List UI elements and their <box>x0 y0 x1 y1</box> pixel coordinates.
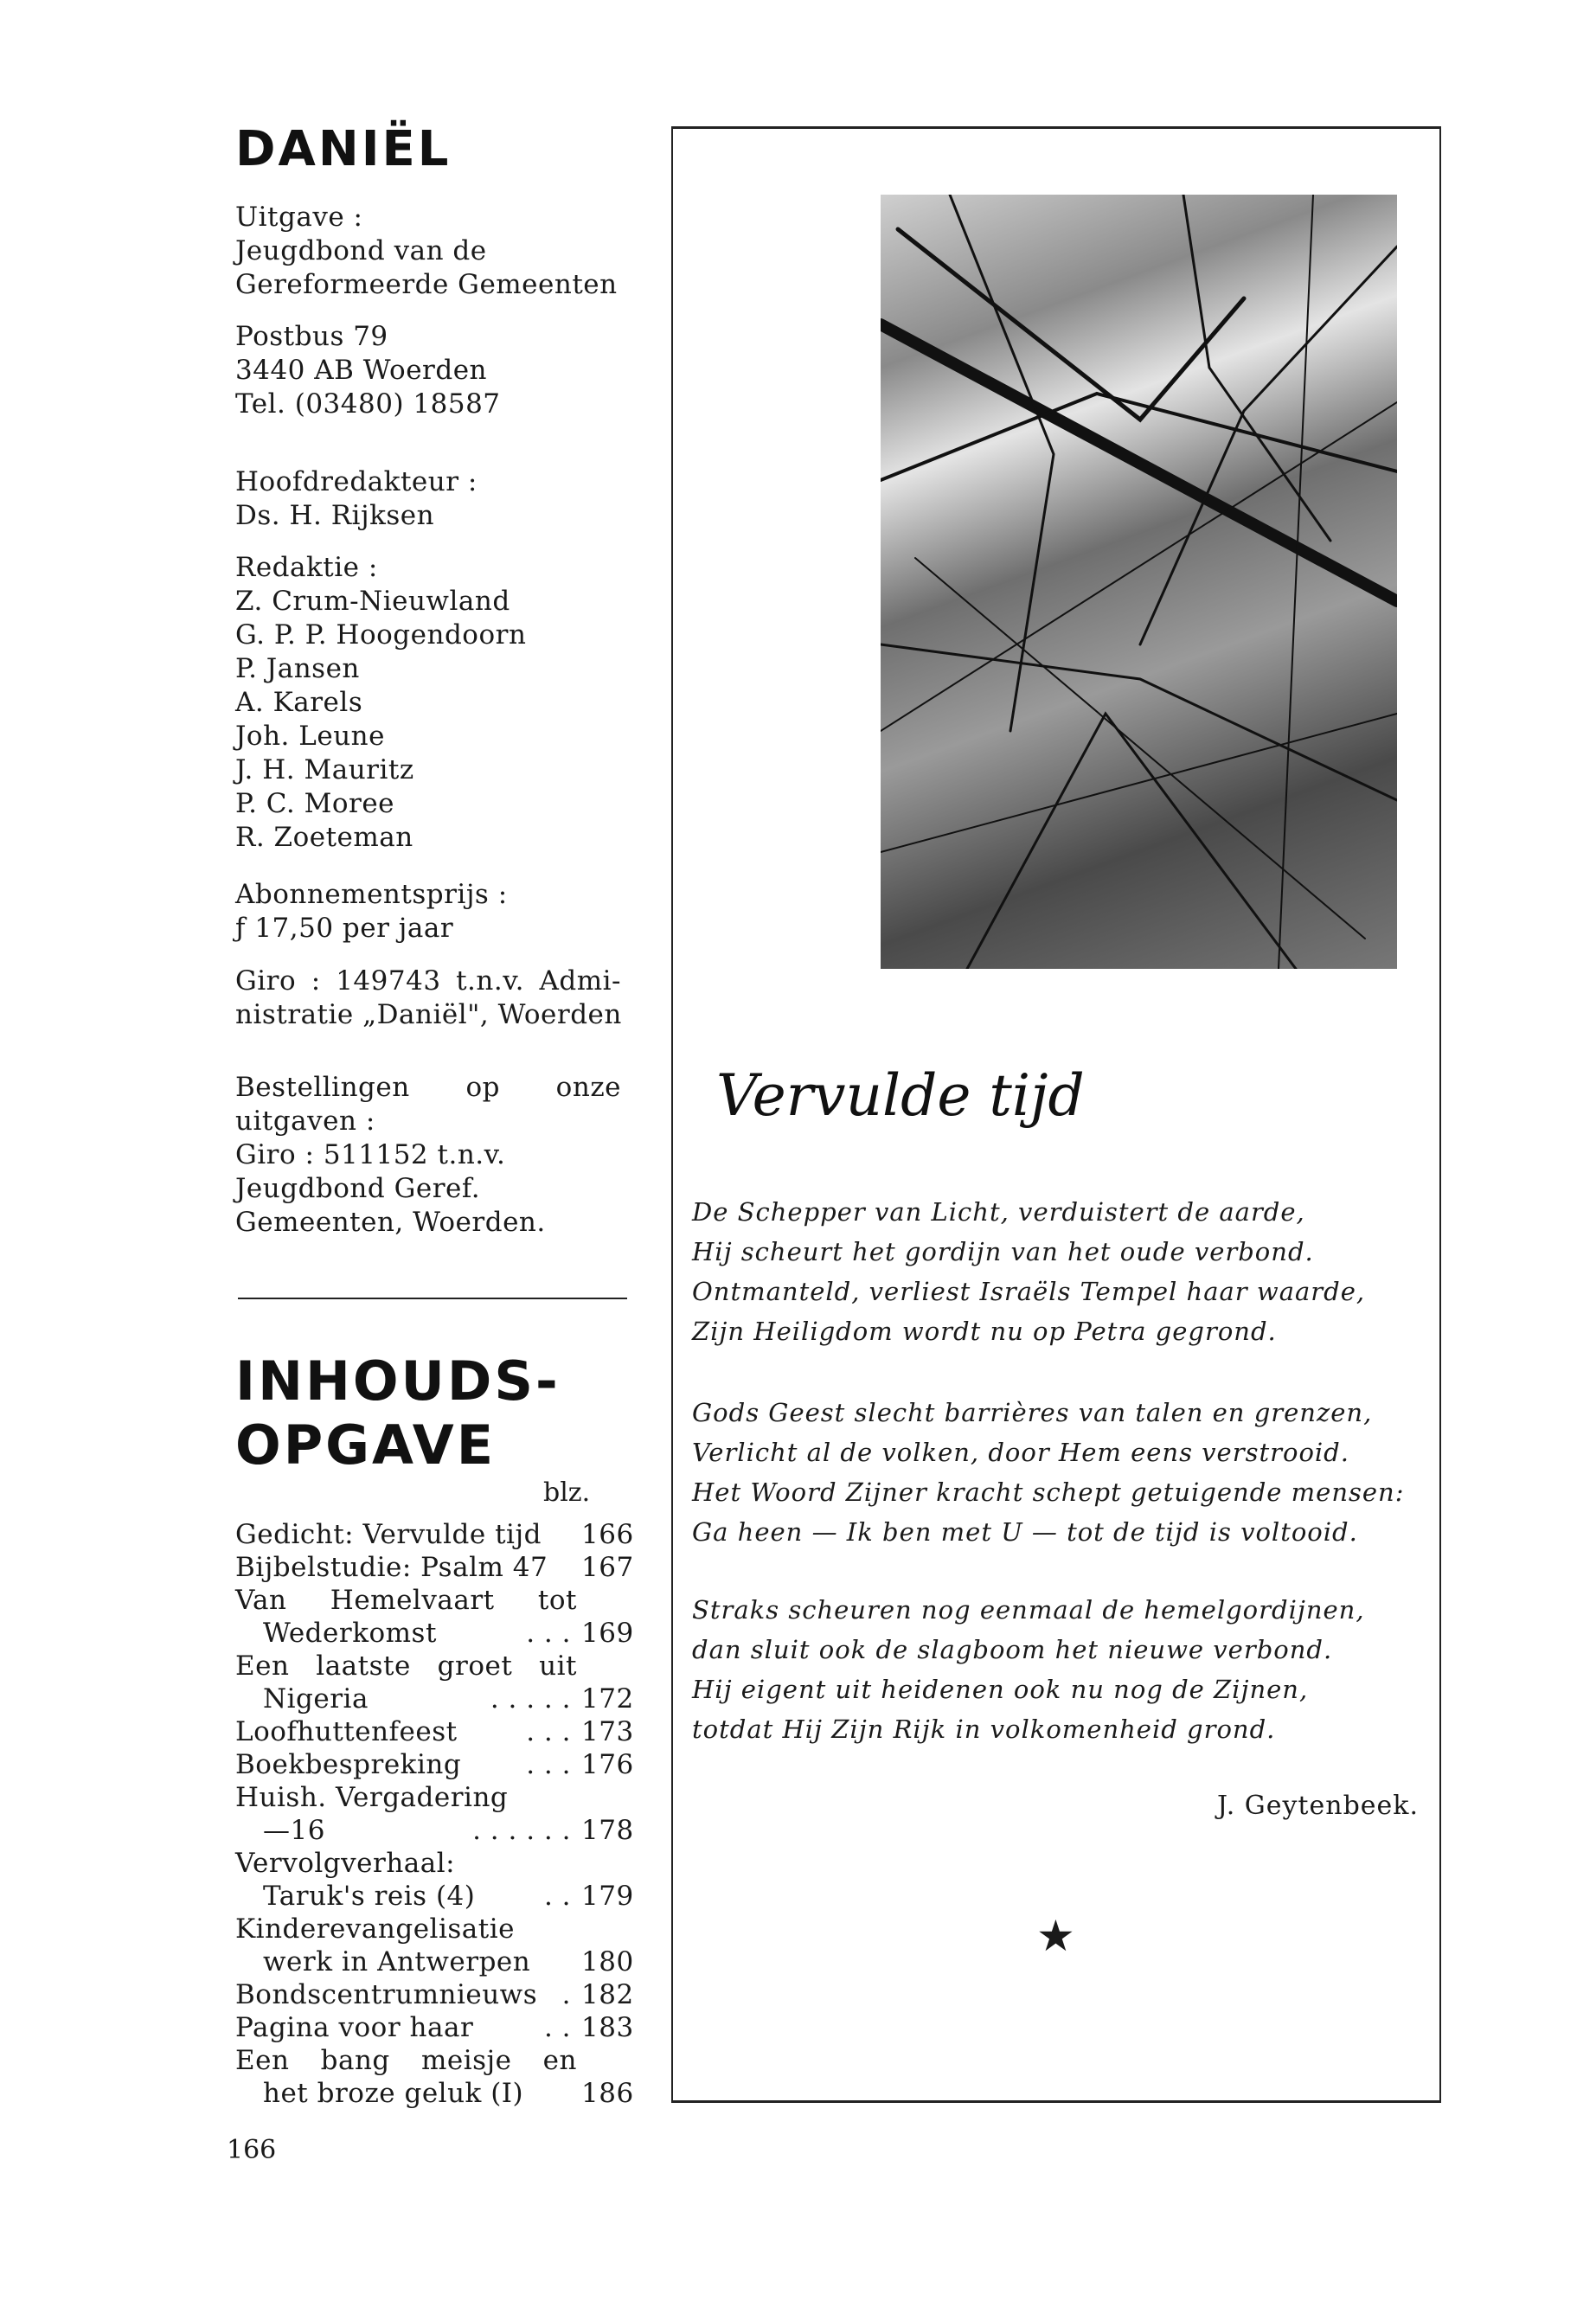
toc-page-number: 167 <box>581 1552 634 1583</box>
toc-entry <box>235 2011 633 2044</box>
toc-entry <box>235 1781 633 1847</box>
publisher-line: Gereformeerde Gemeenten <box>235 269 618 300</box>
branch <box>1279 195 1313 969</box>
poem-title: Vervulde tijd <box>716 1062 1085 1129</box>
toc-line <box>235 1650 633 1682</box>
editor-in-chief-block <box>235 465 478 533</box>
branches-illustration <box>881 195 1397 969</box>
poem-line: Hij scheurt het gordijn van het oude verbond. <box>692 1237 1314 1266</box>
toc-line <box>235 2011 633 2044</box>
tree-branches-photo <box>881 195 1397 969</box>
toc-dot-leader: . <box>561 1979 571 2010</box>
editorial-board-member: Joh. Leune <box>235 721 385 752</box>
address-line: Postbus 79 <box>235 321 388 352</box>
branch <box>915 558 1365 939</box>
table-of-contents <box>235 1518 633 2110</box>
poem-stanza <box>692 1393 1405 1552</box>
address-line: 3440 AB Woerden <box>235 355 488 386</box>
orders-line: uitgaven : <box>235 1106 375 1137</box>
toc-entry-title: Kinderevangelisatie <box>235 1913 515 1945</box>
toc-entry-title: werk in Antwerpen <box>263 1946 531 1977</box>
poem-line: Ontmanteld, verliest Israëls Tempel haar waarde, <box>692 1277 1366 1306</box>
giro-block <box>235 965 622 1032</box>
page-number: 166 <box>227 2135 277 2165</box>
toc-page-number: 183 <box>581 2012 634 2043</box>
orders-line: Jeugdbond Geref. <box>235 1173 481 1204</box>
toc-entry-title: Een laatste groet uit <box>235 1650 577 1682</box>
section-divider <box>238 1298 627 1299</box>
toc-entry-title: Gedicht: Vervulde tijd <box>235 1519 542 1550</box>
toc-line <box>235 1584 633 1617</box>
toc-dot-leader: . . <box>543 2012 571 2043</box>
toc-line <box>235 1715 633 1748</box>
subscription-block <box>235 878 508 945</box>
orders-line: Giro : 511152 t.n.v. <box>235 1139 506 1170</box>
toc-entry-title: Een bang meisje en <box>235 2045 577 2076</box>
toc-page-number: 173 <box>581 1716 634 1747</box>
poem-line: Straks scheuren nog eenmaal de hemelgordijnen, <box>692 1595 1365 1625</box>
branch <box>881 714 1397 852</box>
toc-line <box>235 1814 633 1847</box>
orders-block <box>235 1071 621 1240</box>
toc-page-number: 186 <box>581 2078 634 2109</box>
branch <box>881 324 1397 601</box>
address-line: Tel. (03480) 18587 <box>235 388 501 420</box>
toc-entry-title: het broze geluk (I) <box>263 2078 524 2109</box>
toc-entry <box>235 1978 633 2011</box>
toc-page-number: 179 <box>581 1881 634 1912</box>
address-block <box>235 320 501 421</box>
toc-line <box>235 1945 633 1978</box>
toc-entry-title: —16 <box>263 1815 325 1846</box>
toc-line <box>235 1748 633 1781</box>
toc-line <box>235 1551 633 1584</box>
editorial-board-member: P. Jansen <box>235 653 360 684</box>
toc-line <box>235 1913 633 1945</box>
toc-entry-title: Huish. Vergadering <box>235 1782 509 1813</box>
toc-entry <box>235 1715 633 1748</box>
toc-page-number: 166 <box>581 1519 634 1550</box>
toc-line <box>235 1880 633 1913</box>
toc-page-label: blz. <box>543 1477 591 1508</box>
toc-entry <box>235 1584 633 1650</box>
toc-line <box>235 1617 633 1650</box>
toc-line <box>235 2077 633 2110</box>
toc-dot-leader: . . . . . . <box>472 1815 571 1846</box>
toc-entry <box>235 1551 633 1584</box>
toc-entry <box>235 2044 633 2110</box>
toc-line <box>235 1847 633 1880</box>
editorial-board-member: R. Zoeteman <box>235 822 413 853</box>
toc-entry-title: Loofhuttenfeest <box>235 1716 458 1747</box>
toc-line <box>235 2044 633 2077</box>
editorial-board-member: Z. Crum-Nieuwland <box>235 586 510 617</box>
poem-line: totdat Hij Zijn Rijk in volkomenheid grond. <box>692 1715 1276 1744</box>
orders-line: Gemeenten, Woerden. <box>235 1207 546 1238</box>
poem-line: Gods Geest slecht barrières van talen en grenzen, <box>692 1398 1373 1427</box>
publisher-block <box>235 201 618 302</box>
branch <box>967 714 1296 969</box>
toc-entry-title: Nigeria <box>263 1683 369 1715</box>
poem-stanza <box>692 1590 1365 1749</box>
editorial-board-member: P. C. Moree <box>235 788 395 819</box>
toc-line <box>235 1978 633 2011</box>
editor-in-chief-name: Ds. H. Rijksen <box>235 500 435 531</box>
editorial-board-member: A. Karels <box>235 687 363 718</box>
editorial-board-member: G. P. P. Hoogendoorn <box>235 619 527 651</box>
poem-line: Ga heen — Ik ben met U — tot de tijd is voltooid. <box>692 1517 1358 1547</box>
orders-line: Bestellingen op onze <box>235 1072 621 1103</box>
star-ornament: ★ <box>1036 1911 1075 1961</box>
publisher-label: Uitgave : <box>235 202 363 233</box>
toc-page-number: 182 <box>581 1979 634 2010</box>
toc-entry-title: Van Hemelvaart tot <box>235 1585 577 1616</box>
subscription-label: Abonnementsprijs : <box>235 879 508 910</box>
poem-line: Hij eigent uit heidenen ook nu nog de Zijnen, <box>692 1675 1309 1704</box>
branch <box>881 402 1397 731</box>
poem-line: Zijn Heiligdom wordt nu op Petra gegrond. <box>692 1317 1277 1346</box>
toc-entry-title: Boekbespreking <box>235 1749 462 1780</box>
toc-entry <box>235 1650 633 1715</box>
toc-entry-title: Bondscentrumnieuws <box>235 1979 538 2010</box>
subscription-price: ƒ 17,50 per jaar <box>235 913 454 944</box>
poem-line: Het Woord Zijner kracht schept getuigende mensen: <box>692 1477 1405 1507</box>
toc-entry-title: Wederkomst <box>263 1618 437 1649</box>
poem-author: J. Geytenbeek. <box>1217 1791 1419 1821</box>
toc-page-number: 180 <box>581 1946 634 1977</box>
editorial-board-member: J. H. Mauritz <box>235 754 414 785</box>
toc-entry <box>235 1913 633 1978</box>
toc-page-number: 172 <box>581 1683 634 1715</box>
giro-line: nistratie „Daniël", Woerden <box>235 999 622 1030</box>
toc-entry-title: Pagina voor haar <box>235 2012 474 2043</box>
toc-page-number: 178 <box>581 1815 634 1846</box>
poem-stanza <box>692 1192 1365 1351</box>
toc-entry-title: Bijbelstudie: Psalm 47 <box>235 1552 548 1583</box>
toc-dot-leader: . . . . . <box>490 1683 571 1715</box>
toc-entry-title: Vervolgverhaal: <box>235 1848 456 1879</box>
poem-line: Verlicht al de volken, door Hem eens verstrooid. <box>692 1438 1349 1467</box>
toc-heading-line: OPGAVE <box>235 1413 497 1477</box>
toc-line <box>235 1682 633 1715</box>
toc-dot-leader: . . <box>543 1881 571 1912</box>
publisher-line: Jeugdbond van de <box>235 235 487 266</box>
toc-line <box>235 1781 633 1814</box>
editor-in-chief-label: Hoofdredakteur : <box>235 466 478 497</box>
editorial-board-label: Redaktie : <box>235 552 378 583</box>
toc-entry <box>235 1847 633 1913</box>
toc-heading <box>235 1349 561 1477</box>
toc-heading-line: INHOUDS- <box>235 1349 561 1413</box>
editorial-board-block <box>235 551 526 855</box>
toc-dot-leader: . . . <box>526 1749 571 1780</box>
poem-line: De Schepper van Licht, verduistert de aarde, <box>692 1197 1305 1227</box>
toc-entry <box>235 1748 633 1781</box>
toc-page-number: 176 <box>581 1749 634 1780</box>
branch <box>1183 195 1330 541</box>
toc-dot-leader: . . . <box>526 1716 571 1747</box>
poem-line: dan sluit ook de slagboom het nieuwe verbond. <box>692 1635 1333 1664</box>
toc-entry <box>235 1518 633 1551</box>
toc-dot-leader: . . . <box>526 1618 571 1649</box>
branch <box>950 195 1054 731</box>
magazine-title: DANIËL <box>235 121 452 177</box>
branch <box>881 644 1397 800</box>
toc-page-number: 169 <box>581 1618 634 1649</box>
toc-line <box>235 1518 633 1551</box>
toc-entry-title: Taruk's reis (4) <box>263 1881 476 1912</box>
giro-line: Giro : 149743 t.n.v. Admi- <box>235 965 621 997</box>
